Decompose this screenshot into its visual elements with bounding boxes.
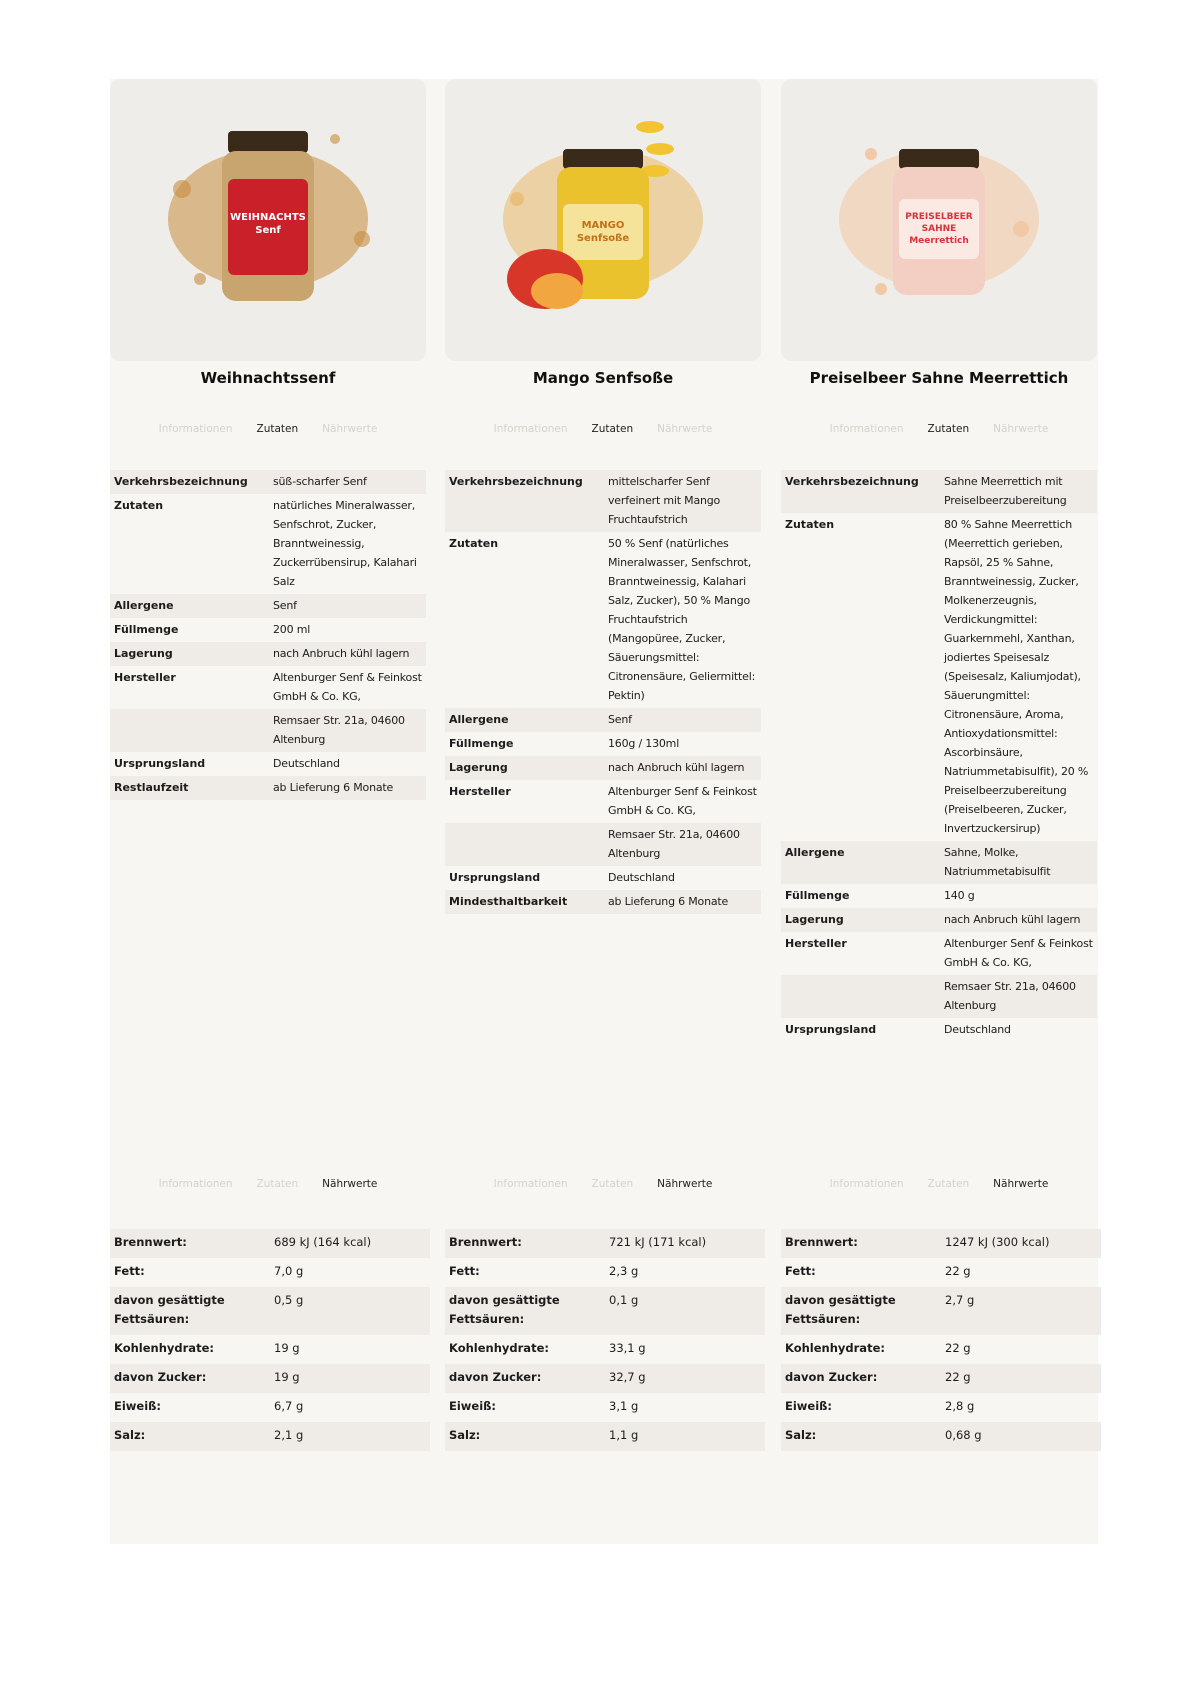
spec-label	[114, 711, 273, 749]
nutrition-label: Kohlenhydrate:	[449, 1341, 549, 1355]
tab-informationen[interactable]: Informationen	[158, 1178, 233, 1190]
nutrition-label: davon gesättigte Fettsäuren:	[114, 1293, 225, 1326]
nutrition-label: Eiweiß:	[449, 1399, 497, 1413]
spec-label: Lagerung	[449, 761, 508, 774]
spec-row	[445, 866, 761, 890]
spec-label: Ursprungsland	[785, 1023, 877, 1036]
product-image	[781, 79, 1097, 361]
nutrition-value: 22 g	[945, 1341, 971, 1355]
nutrition-label: Salz:	[785, 1428, 817, 1442]
nutrition-row	[781, 1229, 1101, 1258]
nutrition-label: Salz:	[114, 1428, 146, 1442]
spec-row	[110, 666, 426, 709]
spec-value: Deutschland	[608, 871, 675, 884]
tab-naehrwerte[interactable]: Nährwerte	[993, 1178, 1049, 1190]
nutrition-row	[781, 1258, 1101, 1287]
spec-value: Deutschland	[944, 1023, 1011, 1036]
spec-label: Zutaten	[785, 518, 835, 531]
spec-value: Sahne, Molke, Natriummetabisulfit	[944, 846, 1051, 878]
nutrition-row	[781, 1287, 1101, 1335]
nutrition-row	[445, 1422, 765, 1451]
spec-value: nach Anbruch kühl lagern	[608, 761, 745, 774]
nutrition-value: 0,5 g	[274, 1293, 304, 1307]
tab-bar	[110, 1178, 426, 1190]
spec-row	[110, 470, 426, 494]
nutrition-value: 2,8 g	[945, 1399, 975, 1413]
spec-row	[781, 470, 1097, 513]
tab-zutaten[interactable]: Zutaten	[591, 1178, 634, 1190]
spec-label: Allergene	[785, 846, 845, 859]
nutrition-label: Salz:	[449, 1428, 481, 1442]
spec-value: Remsaer Str. 21a, 04600 Altenburg	[273, 714, 405, 746]
nutrition-label: davon Zucker:	[785, 1370, 878, 1384]
tab-zutaten[interactable]: Zutaten	[256, 423, 299, 435]
product-title: Preiselbeer Sahne Meerrettich	[809, 369, 1069, 387]
spec-value: süß-scharfer Senf	[273, 475, 367, 488]
tab-naehrwerte[interactable]: Nährwerte	[322, 423, 378, 435]
spec-row	[110, 752, 426, 776]
spec-value: natürliches Mineralwasser, Senfschrot, Zucker, Branntweinessig, Zuckerrübensirup, Kalahari Salz	[273, 499, 417, 588]
product-column	[110, 79, 426, 1442]
nutrition-label: Kohlenhydrate:	[785, 1341, 885, 1355]
nutrition-row	[445, 1364, 765, 1393]
spec-label: Mindesthaltbarkeit	[449, 895, 568, 908]
spec-row	[445, 532, 761, 708]
spec-label: Verkehrsbezeichnung	[785, 475, 919, 488]
spec-row	[445, 890, 761, 914]
tab-informationen[interactable]: Informationen	[158, 423, 233, 435]
spec-row	[781, 841, 1097, 884]
product-image	[110, 79, 426, 361]
product-image	[445, 79, 761, 361]
nutrition-table	[445, 1229, 765, 1451]
nutrition-row	[110, 1335, 430, 1364]
tab-naehrwerte[interactable]: Nährwerte	[322, 1178, 378, 1190]
spec-table	[110, 470, 426, 800]
spec-label	[785, 977, 944, 1015]
nutrition-value: 33,1 g	[609, 1341, 646, 1355]
nutrition-label: Eiweiß:	[785, 1399, 833, 1413]
spec-label: Lagerung	[785, 913, 844, 926]
spec-table	[445, 470, 761, 914]
spec-row	[781, 932, 1097, 975]
nutrition-value: 19 g	[274, 1341, 300, 1355]
spec-label: Verkehrsbezeichnung	[449, 475, 583, 488]
nutrition-value: 19 g	[274, 1370, 300, 1384]
nutrition-row	[110, 1258, 430, 1287]
nutrition-table	[110, 1229, 430, 1451]
spec-value: Altenburger Senf & Feinkost GmbH & Co. KG,	[608, 785, 757, 817]
spec-label: Hersteller	[449, 785, 511, 798]
spec-row	[110, 642, 426, 666]
spec-value: ab Lieferung 6 Monate	[608, 895, 729, 908]
nutrition-label: Eiweiß:	[114, 1399, 162, 1413]
spec-row	[445, 732, 761, 756]
tab-zutaten[interactable]: Zutaten	[927, 1178, 970, 1190]
nutrition-value: 1247 kJ (300 kcal)	[945, 1235, 1050, 1249]
spec-row	[445, 780, 761, 823]
tab-bar	[445, 1178, 761, 1190]
tab-bar	[781, 1178, 1097, 1190]
nutrition-row	[110, 1422, 430, 1451]
nutrition-value: 22 g	[945, 1370, 971, 1384]
spec-value: Senf	[608, 713, 632, 726]
spec-label: Allergene	[114, 599, 174, 612]
nutrition-label: Fett:	[449, 1264, 480, 1278]
spec-label: Zutaten	[114, 499, 164, 512]
spec-row	[110, 494, 426, 594]
spec-value: Senf	[273, 599, 297, 612]
spec-value: Sahne Meerrettich mit Preiselbeerzubereitung	[944, 475, 1067, 507]
spec-label: Verkehrsbezeichnung	[114, 475, 248, 488]
tab-informationen[interactable]: Informationen	[493, 423, 568, 435]
nutrition-label: Kohlenhydrate:	[114, 1341, 214, 1355]
nutrition-row	[110, 1364, 430, 1393]
spec-row	[445, 470, 761, 532]
spec-label: Ursprungsland	[114, 757, 206, 770]
spec-label: Hersteller	[114, 671, 176, 684]
spec-row	[781, 908, 1097, 932]
tab-zutaten[interactable]: Zutaten	[927, 423, 970, 435]
spec-label: Ursprungsland	[449, 871, 541, 884]
tab-naehrwerte[interactable]: Nährwerte	[657, 423, 713, 435]
nutrition-value: 2,7 g	[945, 1293, 975, 1307]
spec-value: 160g / 130ml	[608, 737, 680, 750]
spec-value: 140 g	[944, 889, 975, 902]
nutrition-label: Fett:	[785, 1264, 816, 1278]
spec-row	[110, 618, 426, 642]
spec-table	[781, 470, 1097, 1042]
nutrition-value: 22 g	[945, 1264, 971, 1278]
nutrition-value: 0,68 g	[945, 1428, 982, 1442]
spec-row	[110, 709, 426, 752]
nutrition-label: davon Zucker:	[114, 1370, 207, 1384]
spec-label: Füllmenge	[785, 889, 850, 902]
nutrition-row	[110, 1393, 430, 1422]
product-title: Mango Senfsoße	[532, 369, 674, 387]
jar-label-text: MANGO Senfsoße	[576, 220, 630, 244]
nutrition-value: 2,1 g	[274, 1428, 304, 1442]
spec-value: Altenburger Senf & Feinkost GmbH & Co. KG,	[944, 937, 1093, 969]
spec-row	[781, 884, 1097, 908]
jar-label-text: PREISELBEER SAHNE Meerrettich	[905, 212, 973, 246]
tab-bar	[781, 423, 1097, 435]
nutrition-value: 721 kJ (171 kcal)	[609, 1235, 707, 1249]
mango-fruit-graphic	[507, 249, 583, 309]
spec-value: nach Anbruch kühl lagern	[944, 913, 1081, 926]
tab-informationen[interactable]: Informationen	[829, 1178, 904, 1190]
product-title: Weihnachtssenf	[200, 369, 336, 387]
tab-naehrwerte[interactable]: Nährwerte	[657, 1178, 713, 1190]
nutrition-value: 0,1 g	[609, 1293, 639, 1307]
spec-value: Remsaer Str. 21a, 04600 Altenburg	[944, 980, 1076, 1012]
product-column	[445, 79, 761, 1442]
spec-label: Allergene	[449, 713, 509, 726]
spec-row	[110, 594, 426, 618]
nutrition-label: Brennwert:	[785, 1235, 858, 1249]
nutrition-row	[781, 1393, 1101, 1422]
nutrition-label: davon gesättigte Fettsäuren:	[785, 1293, 896, 1326]
tab-zutaten[interactable]: Zutaten	[256, 1178, 299, 1190]
nutrition-row	[445, 1335, 765, 1364]
nutrition-row	[445, 1258, 765, 1287]
spec-label: Zutaten	[449, 537, 499, 550]
spec-row	[445, 708, 761, 732]
spec-value: 200 ml	[273, 623, 311, 636]
nutrition-label: davon Zucker:	[449, 1370, 542, 1384]
tab-zutaten[interactable]: Zutaten	[591, 423, 634, 435]
nutrition-row	[781, 1364, 1101, 1393]
spec-label: Füllmenge	[449, 737, 514, 750]
spec-value: 50 % Senf (natürliches Mineralwasser, Senfschrot, Branntweinessig, Kalahari Salz, Zucker), 50 % Mango Fruchtaufstrich (Mangopüree, Zucker, Säuerungsmittel: Citronensäure, Geliermittel: Pektin)	[608, 537, 756, 702]
spec-label: Restlaufzeit	[114, 781, 189, 794]
tab-informationen[interactable]: Informationen	[493, 1178, 568, 1190]
nutrition-value: 7,0 g	[274, 1264, 304, 1278]
nutrition-label: Brennwert:	[449, 1235, 522, 1249]
spec-row	[110, 776, 426, 800]
spec-value: mittelscharfer Senf verfeinert mit Mango Fruchtaufstrich	[608, 475, 721, 526]
spec-label	[449, 825, 608, 863]
spec-label: Lagerung	[114, 647, 173, 660]
spec-value: 80 % Sahne Meerrettich (Meerrettich gerieben, Rapsöl, 25 % Sahne, Branntweinessig, Zucker, Molkenerzeugnis, Verdickungmittel: Guarkernmehl, Xanthan, jodiertes Speisesalz (Speisesalz, Kaliumjodat), Säuerungmittel: Citronensäure, Aroma, Antioxydationsmittel: Ascorbinsäure, Natriummetabisulfit), 20 % Preiselbeerzubereitung (Preiselbeeren, Zucker, Invertzuckersirup)	[944, 518, 1089, 835]
nutrition-row	[445, 1229, 765, 1258]
nutrition-value: 6,7 g	[274, 1399, 304, 1413]
spec-row	[445, 756, 761, 780]
jar-label-text: WEIHNACHTS Senf	[230, 212, 306, 236]
tab-naehrwerte[interactable]: Nährwerte	[993, 423, 1049, 435]
tab-bar	[445, 423, 761, 435]
spec-value: Deutschland	[273, 757, 340, 770]
spec-row	[781, 975, 1097, 1018]
nutrition-row	[445, 1287, 765, 1335]
nutrition-value: 689 kJ (164 kcal)	[274, 1235, 372, 1249]
tab-bar	[110, 423, 426, 435]
spec-label: Füllmenge	[114, 623, 179, 636]
nutrition-value: 1,1 g	[609, 1428, 639, 1442]
spec-row	[781, 1018, 1097, 1042]
nutrition-row	[445, 1393, 765, 1422]
nutrition-row	[781, 1335, 1101, 1364]
nutrition-value: 32,7 g	[609, 1370, 646, 1384]
product-column	[781, 79, 1097, 1442]
tab-informationen[interactable]: Informationen	[829, 423, 904, 435]
nutrition-row	[781, 1422, 1101, 1451]
nutrition-row	[110, 1287, 430, 1335]
nutrition-value: 3,1 g	[609, 1399, 639, 1413]
nutrition-value: 2,3 g	[609, 1264, 639, 1278]
spec-value: nach Anbruch kühl lagern	[273, 647, 410, 660]
spec-row	[781, 513, 1097, 841]
spec-row	[445, 823, 761, 866]
spec-label: Hersteller	[785, 937, 847, 950]
spec-value: ab Lieferung 6 Monate	[273, 781, 394, 794]
nutrition-label: davon gesättigte Fettsäuren:	[449, 1293, 560, 1326]
spec-value: Altenburger Senf & Feinkost GmbH & Co. KG,	[273, 671, 422, 703]
spec-value: Remsaer Str. 21a, 04600 Altenburg	[608, 828, 740, 860]
nutrition-row	[110, 1229, 430, 1258]
nutrition-label: Brennwert:	[114, 1235, 187, 1249]
nutrition-table	[781, 1229, 1101, 1451]
nutrition-label: Fett:	[114, 1264, 145, 1278]
